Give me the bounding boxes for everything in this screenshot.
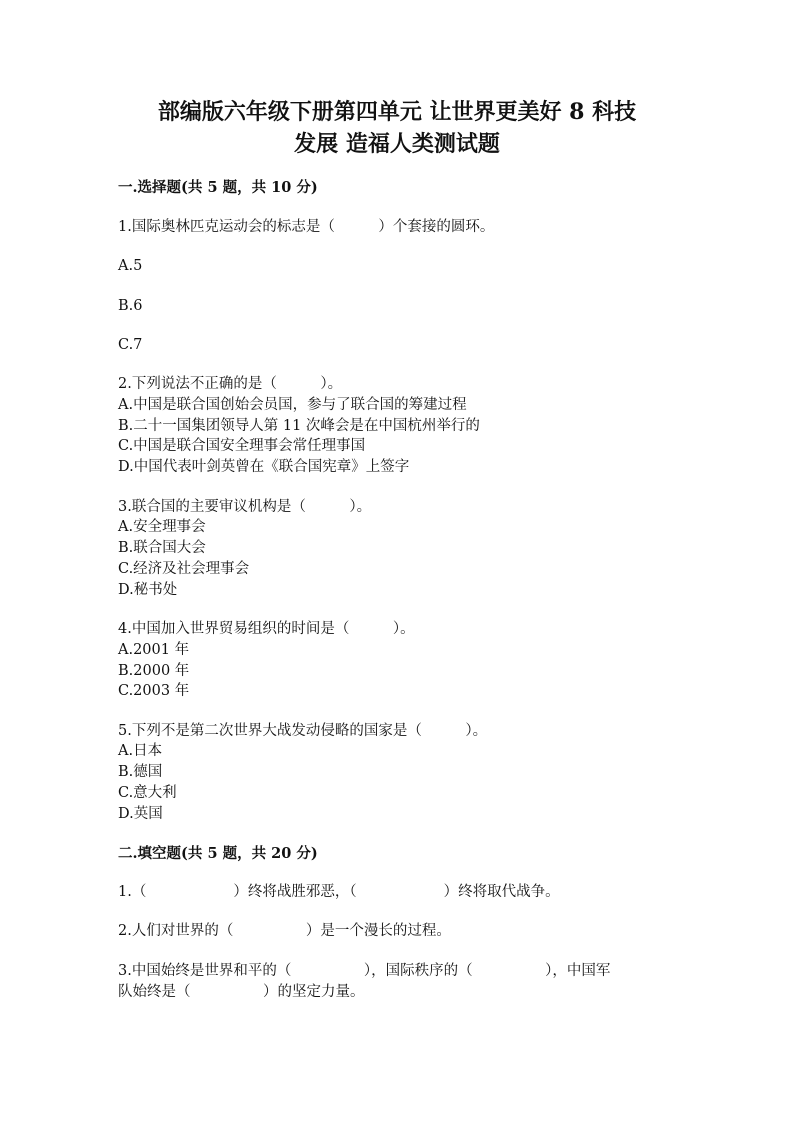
question-option: A.日本 bbox=[118, 743, 163, 759]
question-option: B.联合国大会 bbox=[118, 540, 206, 556]
question-option: A.5 bbox=[118, 258, 143, 274]
question-option: B.2000 年 bbox=[118, 663, 190, 679]
question-option: D.中国代表叶剑英曾在《联合国宪章》上签字 bbox=[118, 459, 410, 475]
question-option: A.2001 年 bbox=[118, 642, 190, 658]
question-stem: 1.国际奥林匹克运动会的标志是（ ）个套接的圆环。 bbox=[118, 219, 495, 235]
question-option: C.7 bbox=[118, 337, 143, 353]
question-option: C.意大利 bbox=[118, 785, 177, 801]
question-option: A.安全理事会 bbox=[118, 519, 206, 535]
question-option: B.德国 bbox=[118, 764, 163, 780]
question-option: D.英国 bbox=[118, 806, 163, 822]
fill-in-question: 1.（ ）终将战胜邪恶，（ ）终将取代战争。 bbox=[118, 884, 560, 900]
question-option: C.2003 年 bbox=[118, 683, 190, 699]
question-option: B.6 bbox=[118, 298, 143, 314]
document-title-line-1: 部编版六年级下册第四单元 让世界更美好 8 科技 bbox=[157, 99, 637, 125]
section-heading-choice: 一.选择题(共 5 题，共 10 分) bbox=[118, 179, 318, 196]
question-stem: 5.下列不是第二次世界大战发动侵略的国家是（ ）。 bbox=[118, 723, 488, 739]
fill-in-question: 3.中国始终是世界和平的（ ），国际秩序的（ ），中国军 bbox=[118, 963, 611, 979]
section-heading-fill-in: 二.填空题(共 5 题，共 20 分) bbox=[118, 845, 318, 862]
question-stem: 4.中国加入世界贸易组织的时间是（ ）。 bbox=[118, 621, 415, 637]
fill-in-question: 2.人们对世界的（ ）是一个漫长的过程。 bbox=[118, 923, 451, 939]
question-stem: 2.下列说法不正确的是（ ）。 bbox=[118, 376, 343, 392]
question-option: D.秘书处 bbox=[118, 582, 178, 598]
question-stem: 3.联合国的主要审议机构是（ ）。 bbox=[118, 499, 372, 515]
question-option: C.中国是联合国安全理事会常任理事国 bbox=[118, 438, 366, 454]
question-option: A.中国是联合国创始会员国，参与了联合国的筹建过程 bbox=[118, 397, 467, 413]
question-option: C.经济及社会理事会 bbox=[118, 561, 250, 577]
document-title-line-2: 发展 造福人类测试题 bbox=[294, 131, 500, 157]
fill-in-question-continued: 队始终是（ ）的坚定力量。 bbox=[118, 984, 365, 1000]
question-option: B.二十一国集团领导人第 11 次峰会是在中国杭州举行的 bbox=[118, 418, 480, 434]
